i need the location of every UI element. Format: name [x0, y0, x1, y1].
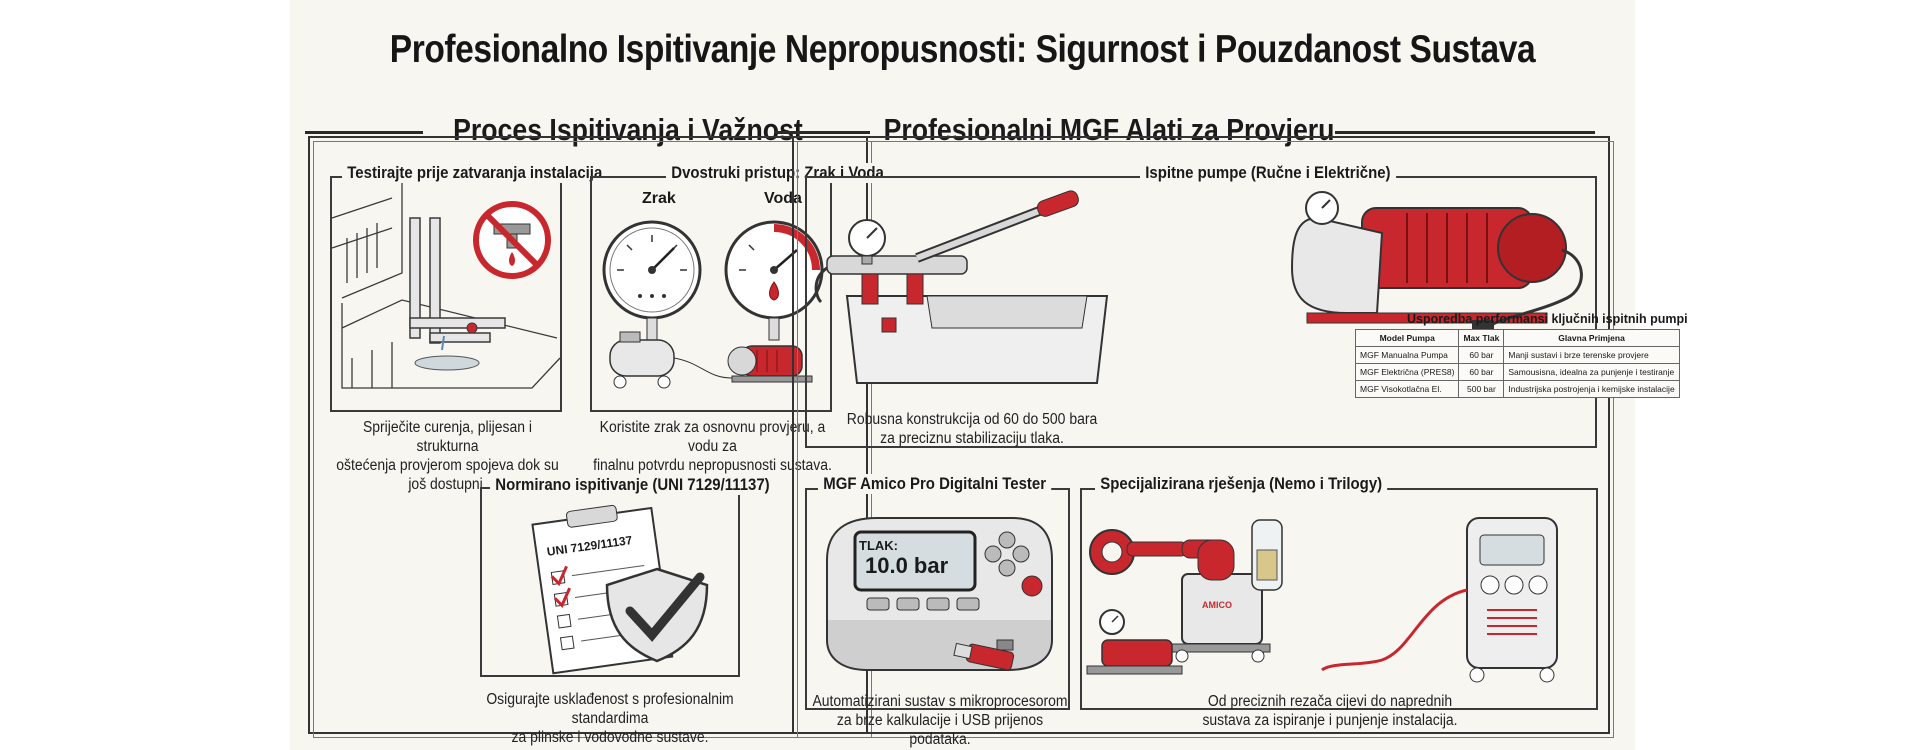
left-section-bar-left: [305, 131, 423, 134]
caption-line: Automatizirani sustav s mikroprocesorom: [812, 693, 1068, 710]
water-puddle: [415, 356, 479, 370]
left-section-title: Proces Ispitivanja i Važnost: [453, 112, 803, 147]
caption-line: Spriječite curenja, plijesan i strukturna: [362, 419, 533, 455]
air-gauge: [604, 222, 700, 340]
caption-line: za preciznu stabilizaciju tlaka.: [880, 430, 1064, 447]
clipboard-standard-label: UNI 7129/11137: [546, 533, 634, 559]
caption-line: Koristite zrak za osnovnu provjeru, a vodu za: [599, 419, 826, 455]
table-header-cell: Model Pumpa: [1356, 330, 1459, 347]
table-cell: Manji sustavi i brze terenske provjere: [1504, 347, 1679, 364]
panel-normirano: [480, 487, 740, 677]
panel-testirajte-label: Testirajte prije zatvaranja instalacija: [342, 163, 608, 183]
manual-test-pump: [816, 189, 1107, 383]
table-cell: 60 bar: [1459, 347, 1504, 364]
caption-line: Osigurajte usklađenost s profesionalnim standardima: [486, 691, 734, 727]
table-cell: 60 bar: [1459, 364, 1504, 381]
right-section-bar-left: [795, 131, 858, 134]
digital-tester-illustration: [807, 490, 1068, 708]
caption-line: Od preciznih rezača cijevi do naprednih: [1207, 693, 1453, 710]
table-cell: Samousisna, idealna za punjenje i testiranje: [1504, 364, 1679, 381]
table-cell: MGF Električna (PRES8): [1356, 364, 1459, 381]
panel-amico: [805, 488, 1070, 710]
table-cell: Industrijska postrojenja i kemijske instalacije: [1504, 381, 1679, 398]
caption-line: za plinske i vodovodne sustave.: [511, 729, 709, 746]
table-row: [1356, 347, 1680, 364]
panel-pumpe: [805, 176, 1688, 448]
gauge-label-air: Zrak: [642, 190, 676, 207]
device-brand-label: AMICO: [1202, 600, 1232, 610]
screen-value: 10.0 bar: [865, 553, 949, 578]
table-row: [1356, 364, 1680, 381]
filling-station: [1322, 518, 1557, 682]
pipe-leak-illustration: [332, 178, 560, 410]
panel-specijalizirana: [1080, 488, 1598, 710]
caption-line: oštećenja provjerom spojeva dok su još dostupni.: [336, 457, 559, 493]
pump-table-caption: Usporedba performansi ključnih ispitnih pumpi: [1407, 312, 1688, 326]
panel-pumpe-caption: [837, 410, 1107, 448]
infographic-canvas: [290, 0, 1688, 750]
table-cell: 500 bar: [1459, 381, 1504, 398]
table-row: [1356, 381, 1680, 398]
table-cell: MGF Visokotlačna El.: [1356, 381, 1459, 398]
pressure-pump-small: [1087, 610, 1182, 674]
table-header-row: [1356, 330, 1680, 347]
table-header-cell: Max Tlak: [1459, 330, 1504, 347]
panel-amico-label: MGF Amico Pro Digitalni Tester: [818, 474, 1051, 494]
panel-normirano-label: Normirano ispitivanje (UNI 7129/11137): [490, 475, 775, 495]
caption-line: finalnu potvrdu nepropusnosti sustava.: [593, 457, 832, 474]
no-leak-icon: [476, 204, 548, 276]
panel-specijalizirana-label: Specijalizirana rješenja (Nemo i Trilogy): [1095, 474, 1387, 494]
panel-pumpe-label: Ispitne pumpe (Ručne i Električne): [1140, 163, 1396, 183]
gauge-label-water: Voda: [764, 190, 802, 207]
caption-line: za brze kalkulacije i USB prijenos podataka.: [836, 712, 1044, 748]
panel-specijalizirana-caption: [1186, 692, 1474, 730]
standard-checklist-illustration: [482, 489, 738, 675]
panel-amico-caption: [810, 692, 1071, 749]
table-cell: MGF Manualna Pumpa: [1356, 347, 1459, 364]
right-section-title: Profesionalni MGF Alati za Provjeru: [883, 112, 1335, 147]
caption-line: sustava za ispiranje i punjenje instalacija.: [1202, 712, 1458, 729]
caption-line: Robusna konstrukcija od 60 do 500 bara: [846, 411, 1098, 428]
panel-normirano-caption: [448, 690, 772, 747]
right-section-bar-right: [1335, 131, 1595, 134]
main-title: Profesionalno Ispitivanje Nepropusnosti: Sigurnost i Pouzdanost Sustava: [389, 28, 1536, 71]
air-compressor: [610, 332, 732, 388]
valve-handle: [467, 323, 477, 333]
panel-testirajte: [330, 176, 562, 412]
screen-label: TLAK:: [859, 538, 898, 553]
specialized-tools-illustration: [1082, 490, 1596, 708]
tester-screen: [859, 536, 971, 576]
pump-comparison-table: [1355, 329, 1680, 398]
panel-dvostruki-label: Dvostruki pristup: Zrak i Voda: [666, 163, 889, 183]
table-header-cell: Glavna Primjena: [1504, 330, 1679, 347]
